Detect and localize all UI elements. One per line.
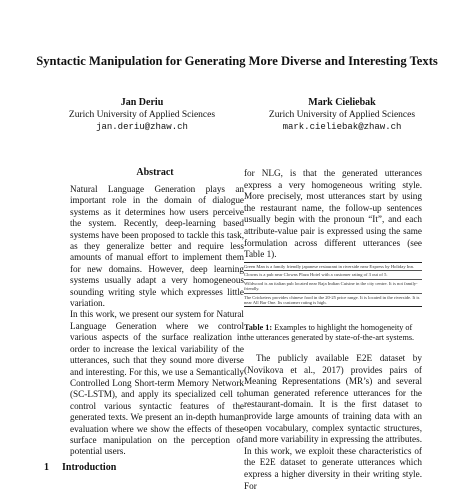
body-text-column <box>244 353 422 492</box>
section-title: Introduction <box>62 462 117 473</box>
table-caption <box>244 323 422 343</box>
abstract-heading: Abstract <box>136 167 174 178</box>
author-name: Jan Deriu <box>120 97 164 108</box>
table-row: Green Man is a family friendly japanese restaurant in riverside near Express by Holiday Inn. <box>244 264 415 269</box>
author-email: mark.cieliebak@zhaw.ch <box>282 122 402 132</box>
table-row: Clowns is a pub near Clowns Plaza Hotel with a customer rating of 3 out of 5. <box>244 272 388 278</box>
abstract-paragraph: In this work, we present our system for Natural Language Generation where we control various aspects of the surface realization in order to increase the lexical variability of the utterances, such that they sound more diverse and interesting. For this, we use a Semantically Controlled Long Short-term Memory Network (SC-LSTM), and apply its specialized cell to control various syntactic features of the generated texts. We present an in-depth human evaluation where we show the effects of these surface manipulation on the perception of potential users. <box>70 309 244 457</box>
table-row: Wildwood is an italian pub located near Raja Indian Cuisine in the city centre. It is not family-friendly. <box>244 280 418 292</box>
author-email: jan.deriu@zhaw.ch <box>96 122 188 132</box>
table-row: The Cricketers provides chinese food in the 20-25 price range. It is located in the riverside. It is near All Bar One. Its customer rating is high. <box>244 294 420 306</box>
section-heading <box>44 462 116 473</box>
caption-text: Examples to highlight the homogeneity of the utterances generated by state-of-the-art systems. <box>244 323 415 342</box>
body-paragraph: The publicly available E2E dataset by (Novikova et al., 2017) provides pairs of Meaning Representations (MR’s) and several human generated reference utterances for the restaurant-domain. It is the first dataset to provide large amounts of training data with an open vocabulary, complex syntactic structures, and more variability in expressing the attributes. In this work, we exploit these characteristics of the E2E dataset to generate utterances which express a higher diversity in their writing style. For <box>244 353 422 491</box>
section-number: 1 <box>44 462 49 473</box>
author-affiliation: Zurich University of Applied Sciences <box>268 110 416 120</box>
author-name: Mark Cieliebak <box>308 97 376 108</box>
caption-label: Table 1: <box>244 323 273 332</box>
author-block <box>247 97 437 133</box>
author-affiliation: Zurich University of Applied Sciences <box>68 110 216 120</box>
author-block <box>47 97 237 133</box>
paper-title: Syntactic Manipulation for Generating More Diverse and Interesting Texts <box>36 54 438 68</box>
abstract-body <box>70 184 244 458</box>
example-table <box>244 262 422 307</box>
body-paragraph: for NLG, is that the generated utterances express a very homogeneous writing style. More precisely, most utterances start by using the restaurant name, the follow-up sentences usually begin with the pronoun “It”, and each attribute-value pair is expressed using the same formulation across different utterances (see Table 1). <box>244 168 422 260</box>
abstract-paragraph: Natural Language Generation plays an important role in the domain of dialogue systems as it determines how users perceive the system. Recently, deep-learning based systems have been proposed to tackle this task, as they generalize better and require less amounts of manual effort to implement them for new domains. However, deep learning systems usually adapt a very homogeneous sounding writing style which expresses little variation. <box>70 184 244 309</box>
